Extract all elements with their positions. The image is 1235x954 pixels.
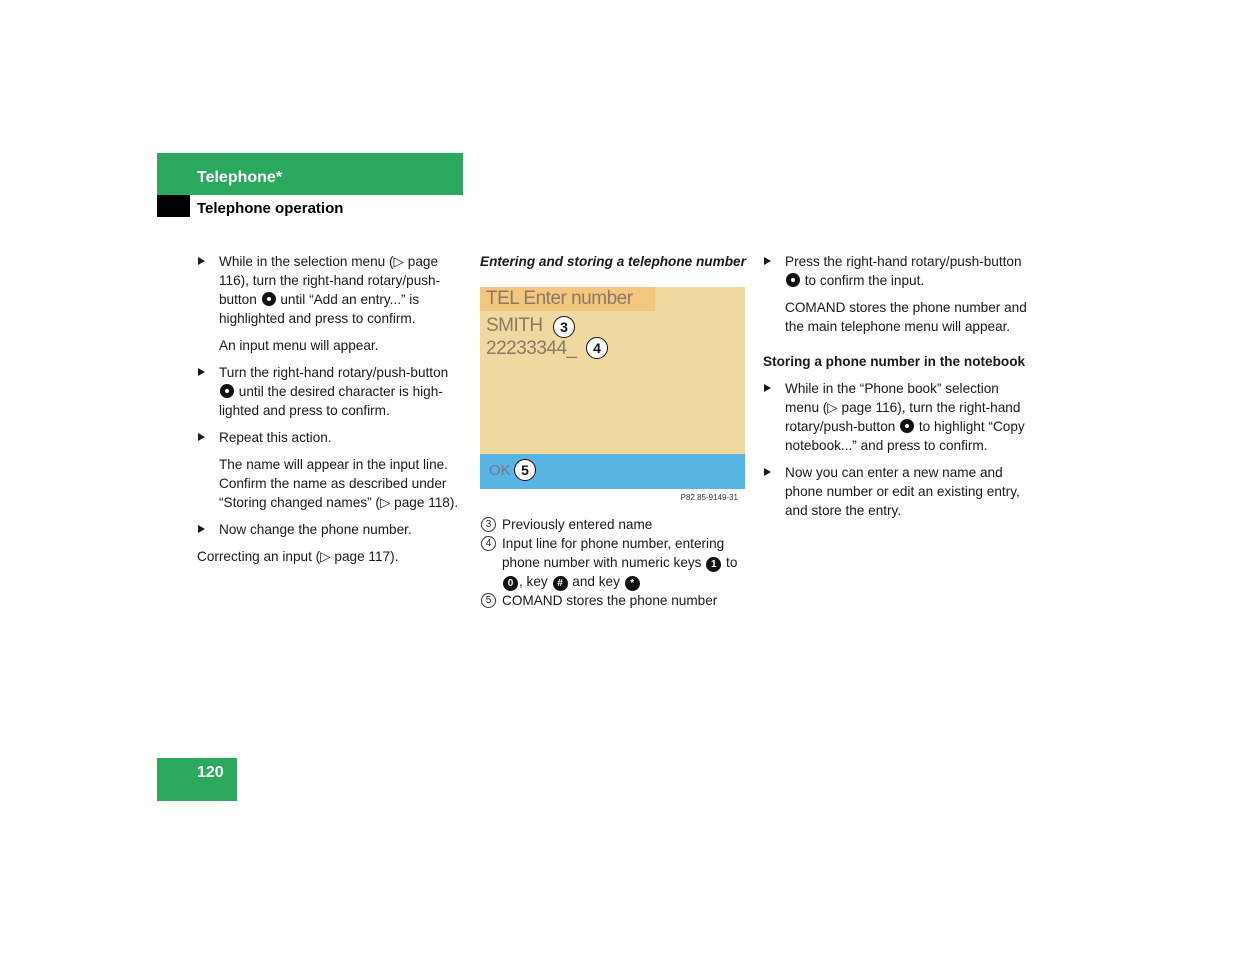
section-title: Telephone*: [197, 169, 283, 186]
instruction-step: While in the “Phone book” selection menu (▷ page 116), turn the right-hand rotary/push-button to highlight “Copy notebook...” and press to confirm.: [763, 379, 1031, 455]
bullet-arrow-icon: [764, 257, 771, 265]
rotary-push-button-icon: [220, 384, 234, 398]
subheading: Storing a phone number in the notebook: [763, 354, 1026, 369]
bullet-arrow-icon: [198, 525, 205, 533]
rotary-push-button-icon: [900, 419, 914, 433]
subsection-title: Telephone operation: [197, 200, 344, 217]
legend-item: 5 COMAND stores the phone number: [480, 591, 748, 610]
screen-number-line: 22233344_: [486, 338, 577, 359]
numeric-key-1-icon: 1: [706, 557, 721, 572]
bullet-arrow-icon: [764, 468, 771, 476]
callout-3: 3: [553, 316, 575, 338]
display-screenshot: [480, 287, 745, 489]
hash-key-icon: #: [553, 576, 568, 591]
rotary-push-button-icon: [786, 273, 800, 287]
legend-number: 3: [481, 517, 496, 532]
numeric-key-0-icon: 0: [503, 576, 518, 591]
legend-number: 5: [481, 593, 496, 608]
legend-item: 3 Previously entered name: [480, 515, 748, 534]
bullet-arrow-icon: [198, 433, 205, 441]
instruction-step: Now change the phone number.: [197, 520, 465, 539]
result-text: An input menu will appear.: [219, 338, 379, 353]
image-code: P82.85-9149-31: [680, 493, 738, 502]
instruction-step: While in the selection menu (▷ page 116), turn the right-hand rotary/push-button until “Add an entry...” is highlighted and press to confirm.: [197, 252, 465, 328]
legend-number: 4: [481, 536, 496, 551]
instruction-step: Repeat this action.: [197, 428, 465, 447]
subheading: Entering and storing a telephone number: [480, 254, 746, 269]
column-right: [763, 252, 1031, 528]
result-text: COMAND stores the phone number and the main telephone menu will appear.: [785, 300, 1027, 334]
cross-reference: Correcting an input (▷ page 117).: [197, 549, 399, 564]
page-number: 120: [197, 764, 224, 781]
subsection-marker: [157, 195, 190, 217]
screen-name-line: SMITH: [486, 315, 543, 336]
callout-4: 4: [586, 337, 608, 359]
column-left: [197, 252, 465, 574]
result-text: The name will appear in the input line. Confirm the name as described under “Storing changed names” (▷ page 118).: [219, 457, 459, 510]
callout-5: 5: [514, 459, 536, 481]
column-middle: [480, 252, 748, 610]
instruction-step: Now you can enter a new name and phone number or edit an existing entry, and store the entry.: [763, 463, 1031, 520]
rotary-push-button-icon: [262, 292, 276, 306]
screen-ok-bar: OK: [480, 454, 745, 489]
bullet-arrow-icon: [198, 368, 205, 376]
bullet-arrow-icon: [764, 384, 771, 392]
legend-item: 4 Input line for phone number, entering phone number with numeric keys 1 to 0 , key # and key *: [480, 534, 748, 591]
star-key-icon: *: [625, 576, 640, 591]
screen-title-bar: TEL Enter number: [480, 287, 655, 311]
instruction-step: Press the right-hand rotary/push-button to confirm the input.: [763, 252, 1031, 290]
instruction-step: Turn the right-hand rotary/push-button until the desired character is highlighted and press to confirm.: [197, 363, 465, 420]
bullet-arrow-icon: [198, 257, 205, 265]
